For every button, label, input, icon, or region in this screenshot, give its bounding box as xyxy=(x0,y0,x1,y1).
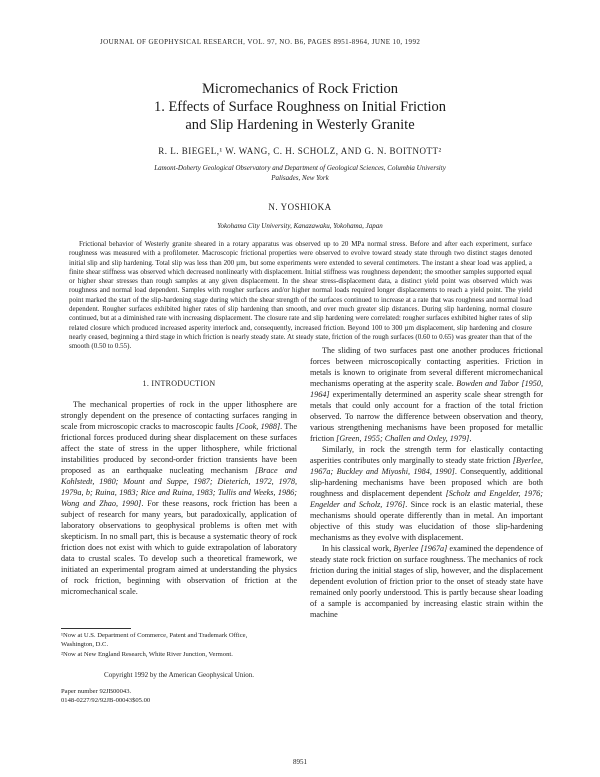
intro-paragraph-right-3: In his classical work, Byerlee [1967a] examined the dependence of steady state rock friction on surface roughness. The mechanics of rock friction during the initial stages of slip, however, and the displacement dependent evolution of friction prior to the onset of steady state have remained only poorly understood. This is partly because shear loading of a sample is accompanied by increasing elastic strain within the machine xyxy=(310,544,543,619)
title-line-3: and Slip Hardening in Westerly Granite xyxy=(185,117,415,133)
second-author-affiliation: Yokohama City University, Kanazawaku, Yokohama, Japan xyxy=(217,222,383,230)
intro-paragraph-right-1: The sliding of two surfaces past one another produces frictional forces between microscopically contacting asperities. Friction in metals is known to originate from several different micromechanical mechanisms operating at the asperity scale. Bowden and Tabor [1950, 1964] experimentally determined an asperity scale shear strength for metals that could only account for a fraction of the total friction observed. To narrow the difference between observation and theory, various strengthening mechanisms have been proposed for metallic friction [Green, 1955; Challen and Oxley, 1979]. xyxy=(310,346,543,443)
article-title xyxy=(60,80,540,134)
running-head: JOURNAL OF GEOPHYSICAL RESEARCH, VOL. 97, NO. B6, PAGES 8951-8964, JUNE 10, 1992 xyxy=(100,38,421,46)
title-line-1: Micromechanics of Rock Friction xyxy=(201,81,399,97)
citation: [Cook, 1988] xyxy=(235,422,281,431)
paper-number: Paper number 92JB00043. 0148-0227/92/92JB-00043$05.00 xyxy=(61,688,151,704)
intro-paragraph-left: The mechanical properties of rock in the upper lithosphere are strongly dependent on the presence of contacting surfaces ranging in scale from microscopic cracks to macroscopic faults [Cook, 1988]. The frictional forces produced during shear displacement on these surfaces affect the state of stress in the upper lithosphere, while frictional instabilities produced by second-order friction transients have been proposed as an earthquake nucleating mechanism [Brace and Kohlstedt, 1980; Mount and Suppe, 1987; Dieterich, 1972, 1978, 1979a, b; Ruina, 1983; Rice and Ruina, 1983; Tullis and Weeks, 1986; Wong and Zhao, 1990]. For these reasons, rock friction has been a subject of research for many years, but paradoxically, application of laboratory observations to geophysical problems is often met with skepticism. In no small part, this is because a systematic theory of rock friction does not exist with which to guide extrapolation of laboratory data to crustal scales. To develop such a theoretical framework, we initiated an experimental program aimed at understanding the physics of rock friction, beginning with observation of friction at the micromechanical scale. xyxy=(61,400,298,596)
footnote-2: ²Now at New England Research, White River Junction, Vermont. xyxy=(61,651,233,658)
citation: [Green, 1955; Challen and Oxley, 1979] xyxy=(336,434,470,443)
author-list: R. L. BIEGEL,¹ W. WANG, C. H. SCHOLZ, AND G. N. BOITNOTT² xyxy=(158,146,442,156)
page-number: 8951 xyxy=(293,758,307,766)
title-line-2: 1. Effects of Surface Roughness on Initial Friction xyxy=(153,99,447,115)
affiliation-line-1: Lamont-Doherty Geological Observatory and Department of Geological Sciences, Columbia University xyxy=(154,164,446,172)
abstract-text: Frictional behavior of Westerly granite sheared in a rotary apparatus was observed up to 20 MPa normal stress. Before and after each experiment, surface roughness was measured with a profilometer. Macroscopic frictional properties were observed to evolve toward steady state through two distinct stages denoted initial slip and slip hardening. Total slip was less than 200 µm, but some experiments were extended to several centimeters. The instant a shear load was applied, a finite shear stiffness was observed which decreased nonlinearly with displacement. Initial stiffness was roughness dependent; the smoother samples supported equal or higher shear stresses than rough samples at any given displacement. In the shear stress-displacement data, a distinct yield point was observed which was roughness and normal load dependent. Samples with rougher surfaces and/or higher normal loads required longer displacements to reach a yield point. The yield point marked the start of the slip-hardening stage during which the shear strength of the surfaces continued to increase at a rate that was roughness and normal load dependent. Rougher surfaces exhibited higher rates of slip hardening than smooth, and over much greater slip distances. During slip hardening, normal closure continued, but at a diminished rate with increasing displacement. The closure rate and slip hardening were correlated: rougher surfaces exhibited higher rates of slip related closure which produced increased asperity interlock and, consequently, increased friction. Beyond 100 to 300 µm displacement, slip hardening and closure nearly ceased, beginning a third stage in which friction is nearly steady state. At steady state, friction of the rough surfaces (0.60 to 0.65) was greater than that of the smooth (0.50 to 0.55). xyxy=(69,240,532,351)
section-heading-introduction: 1. INTRODUCTION xyxy=(142,379,216,388)
footnote-divider xyxy=(61,628,131,629)
right-column xyxy=(310,345,543,620)
citation: [Scholz and Engelder, 1976; Engelder and Scholz, 1976] xyxy=(310,489,543,509)
copyright-notice: Copyright 1992 by the American Geophysical Union. xyxy=(104,671,254,679)
left-column xyxy=(61,378,297,597)
citation: Bowden and Tabor [1950, 1964] xyxy=(310,379,543,399)
citation: [Byerlee, 1967a; Buckley and Miyoshi, 1984, 1990] xyxy=(310,456,543,476)
citation: Byerlee [1967a] xyxy=(393,544,448,553)
footnote-1: ¹Now at U.S. Department of Commerce, Patent and Trademark Office, Washington, D.C. xyxy=(61,632,248,648)
citation: [Brace and Kohlstedt, 1980; Mount and Suppe, 1987; Dieterich, 1972, 1978, 1979a, b; Ruina, 1983; Rice and Ruina, 1983; Tullis and Weeks, 1986; Wong and Zhao, 1990] xyxy=(61,466,297,508)
affiliation-line-2: Palisades, New York xyxy=(271,173,329,182)
second-author: N. YOSHIOKA xyxy=(268,202,332,212)
author-affiliation xyxy=(100,164,500,183)
intro-paragraph-right-2: Similarly, in rock the strength term for elastically contacting asperities contributes only marginally to steady state friction [Byerlee, 1967a; Buckley and Miyoshi, 1984, 1990]. Consequently, additional slip-hardening mechanisms have been proposed which are both roughness and displacement dependent [Scholz and Engelder, 1976; Engelder and Scholz, 1976]. Since rock is an elastic material, these mechanisms should operate differently than in metal. An important objective of this study was elucidation of those slip-hardening mechanisms as they evolve with displacement. xyxy=(310,445,544,542)
